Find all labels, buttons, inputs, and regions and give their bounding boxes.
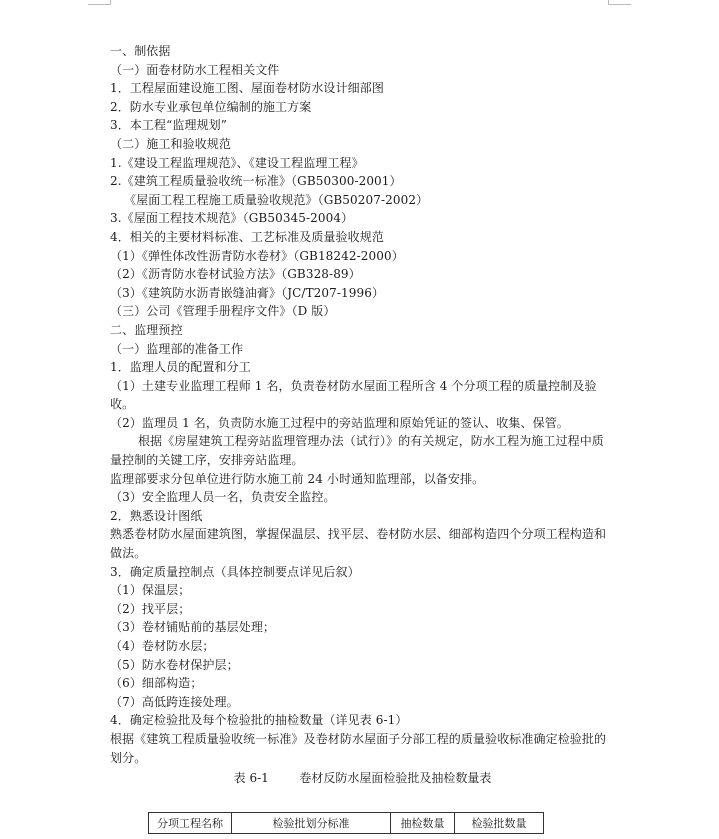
- table-header-cell: 分项工程名称: [149, 813, 232, 834]
- crop-mark-left: [88, 0, 111, 5]
- paragraph: 监理部要求分包单位进行防水施工前 24 小时通知监理部，以备安排。: [110, 471, 485, 486]
- list-item: （6）细部构造；: [110, 676, 203, 691]
- paragraph: 根据《房屋建筑工程旁站监理管理办法（试行）》的有关规定，防水工程为施工过程中质量控制的关键工序，安排旁站监理。: [110, 434, 604, 468]
- list-item: （4）卷材防水层；: [110, 639, 215, 653]
- table-header-cell: 检验批数量: [455, 813, 544, 834]
- list-item: （1）保温层；: [110, 583, 191, 598]
- paragraph: （1）土建专业监理工程师 1 名，负责卷材防水屋面工程所含 4 个分项工程的质量控制及验收。: [110, 378, 597, 412]
- list-item: 2.《建筑工程质量验收统一标准》（GB50300-2001）: [110, 174, 402, 189]
- list-item: 4．确定检验批及每个检验批的抽检数量（详见表 6-1）: [110, 713, 408, 728]
- list-item: （2）《沥青防水卷材试验方法》（GB328-89）: [110, 267, 361, 282]
- list-item: 2．熟悉设计图纸: [110, 508, 203, 523]
- table-header-cell: 抽检数量: [391, 813, 455, 834]
- list-item: （1）《弹性体改性沥青防水卷材》（GB18242-2000）: [110, 248, 404, 263]
- list-item: （7）高低跨连接处理。: [110, 694, 239, 709]
- list-item: （5）防水卷材保护层；: [110, 657, 239, 672]
- section-heading-basis: 一、制依据: [110, 44, 171, 58]
- list-item: 1.《建设工程监理规范》、《建设工程监理工程》: [110, 155, 364, 170]
- section-heading-precontrol: 二、监理预控: [110, 322, 183, 337]
- paragraph: 根据《建筑工程质量验收统一标准》及卷材防水屋面子分部工程的质量验收标准确定检验批的划分。: [110, 731, 607, 765]
- list-item: 1．工程屋面建设施工图、屋面卷材防水设计细部图: [110, 81, 384, 96]
- table-header-row: [149, 813, 544, 834]
- document-body: [110, 42, 615, 788]
- table-caption: 表 6-1 卷材反防水屋面检验批及抽检数量表: [233, 771, 492, 786]
- inspection-table: [148, 812, 544, 834]
- paragraph: 熟悉卷材防水屋面建筑图，掌握保温层、找平层、卷材防水层、细部构造四个分项工程构造和做法。: [110, 527, 607, 561]
- subheading-related-files: （一）面卷材防水工程相关文件: [110, 62, 280, 77]
- subheading-specifications: （二）施工和验收规范: [110, 136, 232, 151]
- list-item: 3.《屋面工程技术规范》（GB50345-2004）: [110, 211, 354, 226]
- list-item: 《屋面工程工程施工质量验收规范》（GB50207-2002）: [124, 192, 429, 207]
- subheading-company-manual: （三）公司《管理手册程序文件》（D 版）: [110, 304, 336, 319]
- list-item: 2．防水专业承包单位编制的施工方案: [110, 99, 312, 114]
- list-item: （2）找平层；: [110, 601, 191, 616]
- list-item: 4．相关的主要材料标准、工艺标准及质量验收规范: [110, 229, 384, 244]
- subheading-preparation: （一）监理部的准备工作: [110, 341, 244, 356]
- table-header-cell: 检验批划分标准: [232, 813, 391, 834]
- list-item: （3）卷材铺贴前的基层处理；: [110, 620, 276, 635]
- list-item: （3）安全监理人员一名，负责安全监控。: [110, 490, 336, 505]
- list-item: （3）《建筑防水沥青嵌缝油膏》（JC/T207-1996）: [110, 285, 385, 300]
- list-item: 1．监理人员的配置和分工: [110, 360, 251, 375]
- list-item: 3．本工程“监理规划”: [110, 118, 228, 133]
- crop-mark-right: [608, 0, 631, 5]
- paragraph: （2）监理员 1 名，负责防水施工过程中的旁站监理和原始凭证的签认、收集、保管。: [110, 415, 569, 430]
- list-item: 3．确定质量控制点（具体控制要点详见后叙）: [110, 564, 360, 579]
